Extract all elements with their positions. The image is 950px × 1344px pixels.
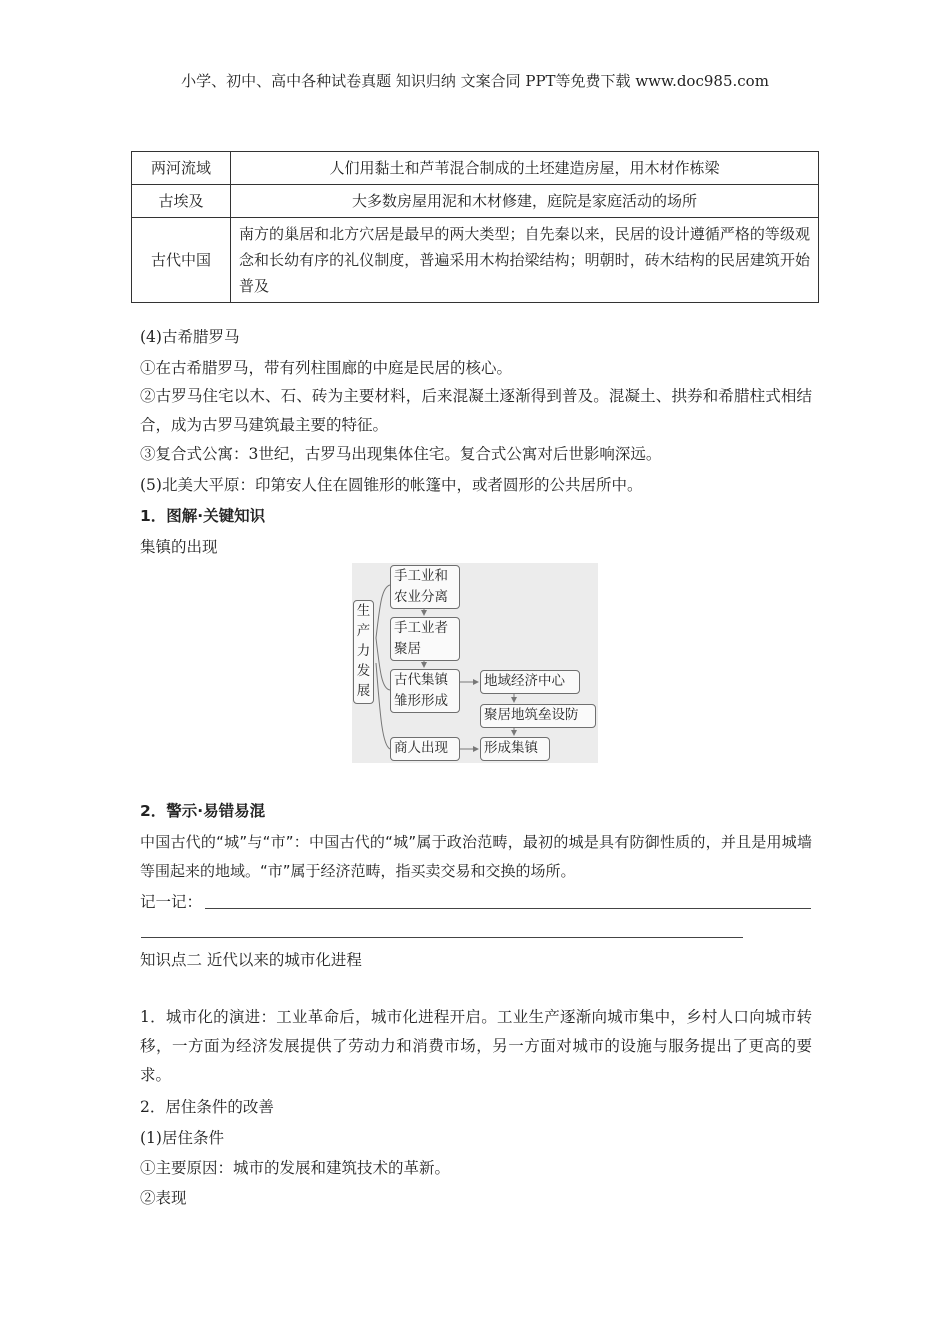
table-cell-region: 古埃及 [132,185,231,218]
diagram-connectors [352,563,598,763]
node-fortification: 聚居地筑垒设防 [480,704,596,728]
page-header: 小学、初中、高中各种试卷真题 知识归纳 文案合同 PPT等免费下载 www.doc985.com [181,72,769,90]
connector-root-d [376,663,390,749]
node-town-formed: 形成集镇 [480,737,550,761]
note-blank-line [205,908,811,909]
paragraph: 2．居住条件的改善 [140,1098,274,1116]
town-emergence-diagram [352,563,598,763]
paragraph: ③复合式公寓：3世纪，古罗马出现集体住宅。复合式公寓对后世影响深远。 [140,445,662,463]
note-label: 记一记： [140,893,203,911]
paragraph: (5)北美大平原：印第安人住在圆锥形的帐篷中，或者圆形的公共居所中。 [140,476,643,494]
table-row [132,218,819,303]
section-title: (4)古希腊罗马 [140,328,240,346]
node-proto-town: 古代集镇雏形形成 [390,669,460,713]
dwelling-table [131,151,819,303]
paragraph: 1．城市化的演进：工业革命后，城市化进程开启。工业生产逐渐向城市集中，乡村人口向城市转移，一方面为经济发展提供了劳动力和消费市场，另一方面对城市的设施与服务提出了更高的要求。 [140,1008,812,1084]
node-economic-center: 地域经济中心 [480,670,580,694]
connector-root-a [376,585,390,638]
node-merchants: 商人出现 [390,737,460,761]
table-row [132,152,819,185]
node-productivity: 生产力发展 [353,600,374,704]
note-blank-line [141,937,743,938]
paragraph: ①在古希腊罗马，带有列柱围廊的中庭是民居的核心。 [140,359,513,377]
table-cell-region: 古代中国 [132,218,231,303]
section-heading: 1．图解·关键知识 [140,507,266,525]
connector-root-c [376,638,390,690]
diagram-title: 集镇的出现 [140,538,218,556]
paragraph: ②古罗马住宅以木、石、砖为主要材料，后来混凝土逐渐得到普及。混凝土、拱券和希腊柱式相结合，成为古罗马建筑最主要的特征。 [140,387,812,434]
node-artisans: 手工业者聚居 [390,617,460,661]
knowledge-point-title: 知识点二 近代以来的城市化进程 [140,951,362,969]
table-cell-text: 南方的巢居和北方穴居是最早的两大类型；自先秦以来，民居的设计遵循严格的等级观念和长幼有序的礼仪制度，普遍采用木构抬梁结构；明朝时，砖木结构的民居建筑开始普及 [231,218,819,303]
node-separation: 手工业和农业分离 [390,565,460,609]
table-row [132,185,819,218]
paragraph: ②表现 [140,1189,187,1207]
table-cell-text: 大多数房屋用泥和木材修建，庭院是家庭活动的场所 [231,185,819,218]
section-heading: 2．警示·易错易混 [140,802,266,820]
warning-paragraph: 中国古代的“城”与“市”：中国古代的“城”属于政治范畴，最初的城是具有防御性质的，并且是用城墙等围起来的地域。“市”属于经济范畴，指买卖交易和交换的场所。 [140,833,812,880]
paragraph: ①主要原因：城市的发展和建筑技术的革新。 [140,1159,451,1177]
table-cell-region: 两河流域 [132,152,231,185]
table-cell-text: 人们用黏土和芦苇混合制成的土坯建造房屋，用木材作栋梁 [231,152,819,185]
paragraph: (1)居住条件 [140,1129,224,1147]
